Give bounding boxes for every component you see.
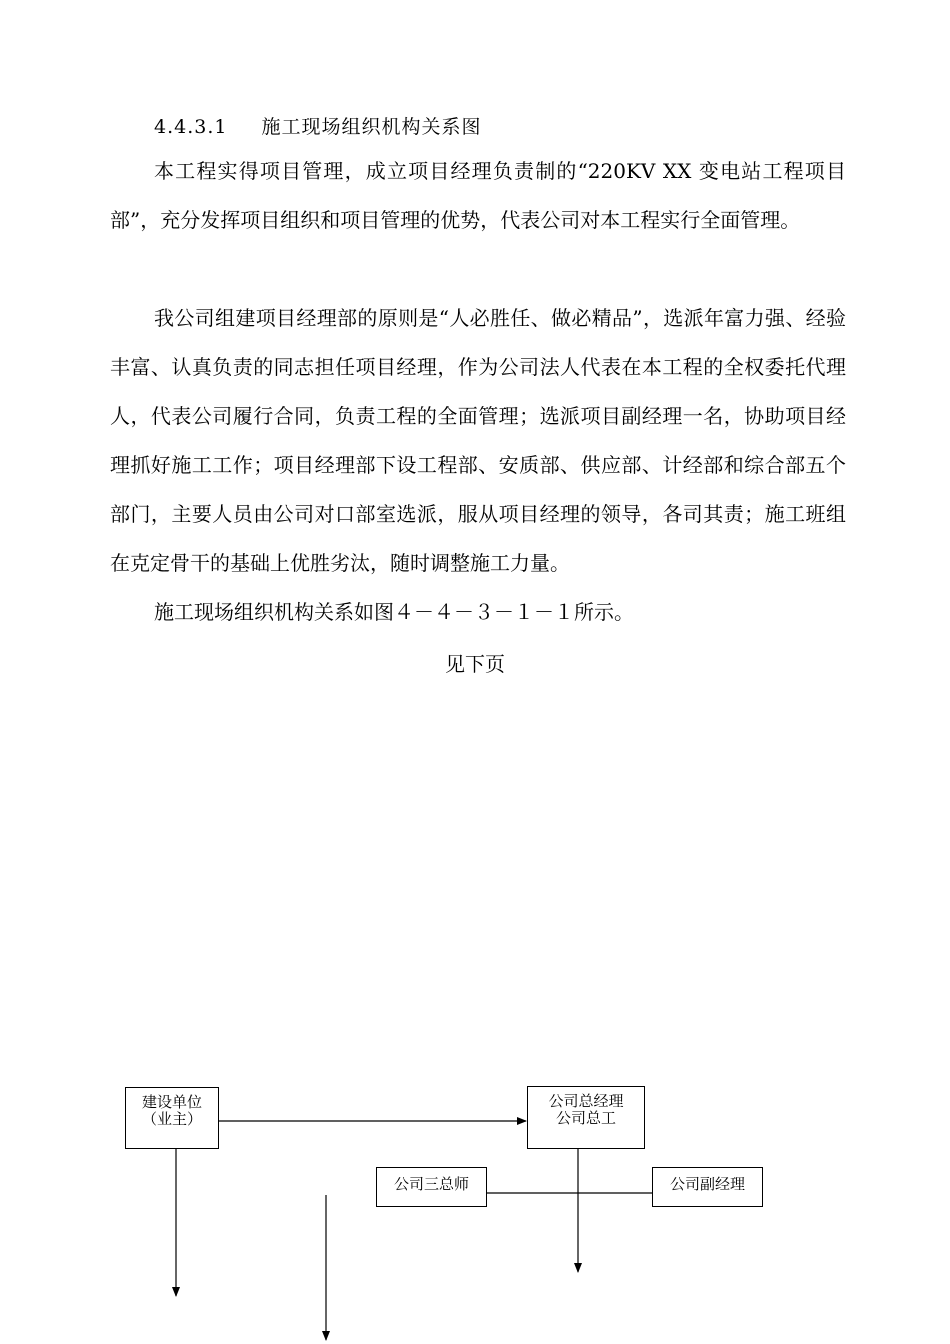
chief-engineer-label: 公司总工: [555, 1109, 616, 1127]
general-manager-label: 公司总经理: [548, 1092, 624, 1110]
paragraph-figure-reference: 施工现场组织机构关系如图４－４－３－１－１所示。: [154, 600, 634, 624]
deputy-manager-label: 公司副经理: [669, 1175, 745, 1193]
owner-sublabel: （业主）: [141, 1110, 202, 1128]
org-box-general-manager: [527, 1086, 645, 1149]
org-box-deputy-manager: [652, 1167, 763, 1207]
org-box-owner: [125, 1087, 219, 1149]
paragraph-project-department: 本工程实得项目管理，成立项目经理负责制的“220KV XX 变电站工程项目部”，充分发挥项目组织和项目管理的优势，代表公司对本工程实行全面管理。: [110, 159, 846, 232]
paragraph-organization-principle: 我公司组建项目经理部的原则是“人必胜任、做必精品”，选派年富力强、经验丰富、认真负责的同志担任项目经理，作为公司法人代表在本工程的全权委托代理人，代表公司履行合同，负责工程的全面管理；选派项目副经理一名，协助项目经理抓好施工工作；项目经理部下设工程部、安质部、供应部、计经部和综合部五个部门，主要人员由公司对口部室选派，服从项目经理的领导，各司其责；施工班组在克定骨干的基础上优胜劣汰，随时调整施工力量。: [110, 306, 846, 575]
see-next-page-note: 见下页: [445, 652, 505, 676]
owner-label: 建设单位: [141, 1093, 202, 1111]
chief-engineers-label: 公司三总师: [393, 1175, 469, 1193]
org-box-chief-engineers: [376, 1167, 487, 1207]
section-number: 4.4.3.1: [154, 116, 228, 138]
section-title: 施工现场组织机构关系图: [261, 116, 482, 138]
